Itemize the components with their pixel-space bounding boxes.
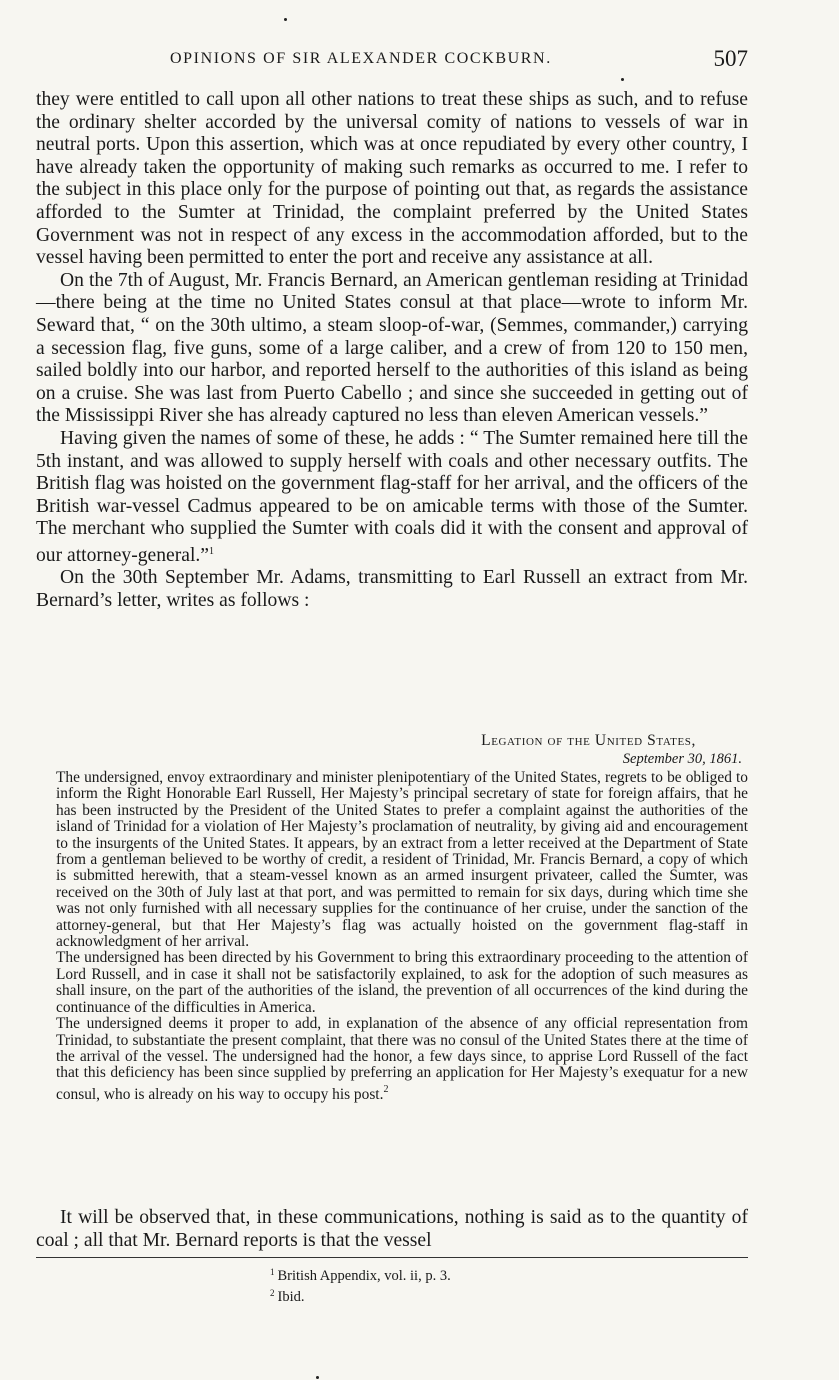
letter-paragraph: The undersigned has been directed by his Government to bring this extraordinary proceeding to the attention of Lord Russell, and in case it shall not be satisfactorily explained, to ask for the adoption of such measures as shall insure, on the part of the authorities of the island, the prevention of all occurrences of the kind during the continuance of the difficulties in America. [56,949,748,1016]
letter-paragraph-text: The undersigned deems it proper to add, in explanation of the absence of any official representation from Trinidad, to substantiate the present complaint, that there was no consul of the United States there at the time of the arrival of the vessel. The undersigned had the honor, a few days since, to apprise Lord Russell of the fact that this deficiency has been since supplied by preferring an application for Her Majesty’s exequatur for a new consul, who is already on his way to occupy his post. [56,1015,748,1103]
footnote-text: British Appendix, vol. ii, p. 3. [277,1268,451,1284]
print-speck [316,1376,319,1379]
letter-date: September 30, 1861. [622,751,742,767]
paragraph-text: On the 7th of August, Mr. Francis Bernard, an American gentleman residing at Trinidad—there being at the time no United States consul at that place—wrote to inform Mr. Seward that, “ on the 30th ultimo, a steam sloop-of-war, (Semmes, commander,) carrying a secession flag, five guns, some of a large caliber, and a crew of from 120 to 150 men, sailed boldly into our harbor, and reported herself to the authorities of this island as being on a cruise. She was last from Puerto Cabello ; and since she succeeded in getting out of the Mississippi River she has already captured no less than eleven American vessels.” [36,269,748,427]
print-speck [284,18,287,21]
paragraph [36,428,748,568]
quoted-letter [56,770,748,1103]
letter-heading [36,731,748,769]
letter-paragraph [56,1016,748,1103]
paragraph: On the 30th September Mr. Adams, transmitting to Earl Russell an extract from Mr. Bernard’s letter, writes as follows : [36,567,748,612]
running-header [40,46,748,72]
letter-paragraph: The undersigned, envoy extraordinary and minister plenipotentiary of the United States, regrets to be obliged to inform the Right Honorable Earl Russell, Her Majesty’s principal secretary of state for foreign affairs, that he has been instructed by the President of the United States to prefer a complaint against the authorities of the island of Trinidad for a violation of Her Majesty’s proclamation of neutrality, by giving aid and encouragement to the insurgents of the United States. It appears, by an extract from a letter received at the Department of State from a gentleman believed to be worthy of credit, a resident of Trinidad, Mr. Francis Bernard, a copy of which is submitted herewith, that a steam-vessel known as an armed insurgent privateer, called the Sumter, was received on the 30th of July last at that port, and was permitted to remain for six days, during which time she was not only furnished with all necessary supplies for the continuance of her cruise, under the sanction of the attorney-general, but that Her Majesty’s flag was actually hoisted on the government flag-staff in acknowledgment of her arrival. [56,769,748,951]
main-text [36,89,748,613]
footnote-reference: 2 [383,1083,389,1095]
footnote [270,1285,670,1306]
paragraph: they were entitled to call upon all other nations to treat these ships as such, and to refuse the ordinary shelter accorded by the universal comity of nations to vessels of war in neutral ports. Upon this assertion, which was at once repudiated by every other country, I have already taken the opportunity of making such remarks as occurred to me. I refer to the subject in this place only for the purpose of pointing out that, as regards the assistance afforded to the Sumter at Trinidad, the complaint preferred by the United States Government was not in respect of any excess in the accommodation afforded, but to the vessel having been permitted to enter the port and receive any assistance at all. [36,89,748,269]
print-speck [621,78,624,81]
closing-text [36,1207,748,1252]
paragraph: It will be observed that, in these communications, nothing is said as to the quantity of coal ; all that Mr. Bernard reports is that the vessel [36,1207,748,1251]
letter-sender: Legation of the United States, [481,732,696,749]
footnote-reference: 1 [209,545,214,557]
footnote-text: Ibid. [277,1289,305,1305]
running-title: OPINIONS OF SIR ALEXANDER COCKBURN. [170,50,552,67]
footnotes [270,1264,670,1306]
footnote-divider [36,1257,748,1258]
paragraph [36,270,748,428]
footnote-mark: 2 [270,1288,275,1298]
footnote-mark: 1 [270,1267,275,1277]
paragraph-text: Having given the names of some of these, he adds : “ The Sumter remained here till the 5th instant, and was allowed to supply herself with coals and other necessary outfits. The British flag was hoisted on the government flag-staff for her arrival, and the officers of the British war-vessel Cadmus appeared to be on amicable terms with those of the Sumter. The merchant who supplied the Sumter with coals did it with the consent and approval of our attorney-general.” [36,427,748,566]
footnote [270,1264,670,1285]
page-number: 507 [713,46,748,71]
